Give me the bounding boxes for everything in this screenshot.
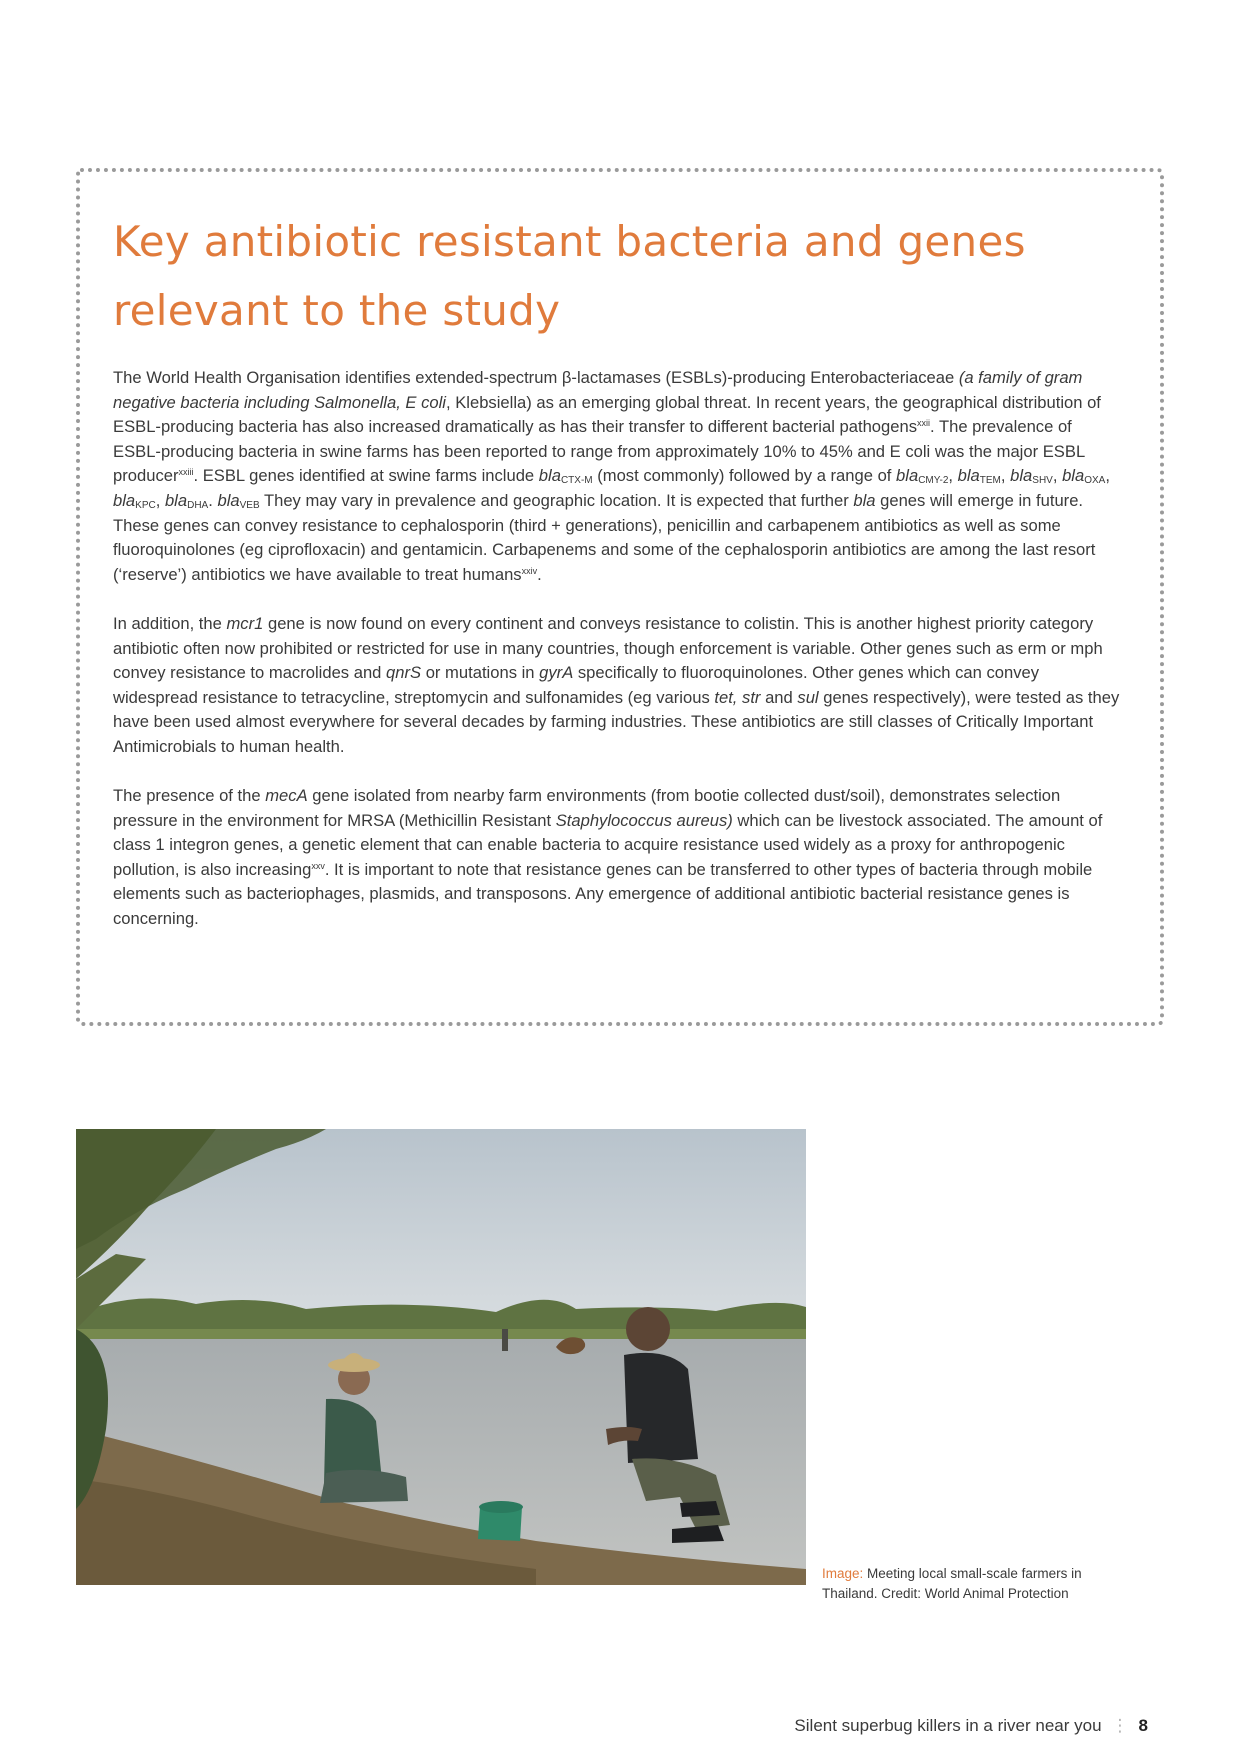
paragraph-2: In addition, the mcr1 gene is now found on every continent and conveys resistance to colistin. This is another highest priority category antibiotic often now prohibited or restricted for use in many countries, though enforcement is variable. Other genes such as erm or mph convey resistance to macrolides and qnrS or mutations in gyrA specifically to fluoroquinolones. Other genes which can convey widespread resistance to tetracycline, streptomycin and sulfonamides (eg various tet, str and sul genes respectively), were tested as they have been used almost everywhere for several decades by farming industries. These antibiotics are still classes of Critically Important Antimicrobials to human health.	[113, 613, 1120, 756]
title-line-1: Key antibiotic resistant bacteria and genes	[113, 217, 1026, 266]
page-number: 8	[1138, 1716, 1148, 1735]
footer-separator: ⋮	[1111, 1716, 1129, 1735]
page-footer	[794, 1716, 1148, 1736]
section-title	[113, 207, 1093, 345]
caption-text: Meeting local small-scale farmers in Thailand. Credit: World Animal Protection	[822, 1566, 1082, 1601]
farmers-photo-illustration	[76, 1129, 806, 1585]
title-line-2: relevant to the study	[113, 286, 561, 335]
paragraph-1: The World Health Organisation identifies extended-spectrum β-lactamases (ESBLs)-producing Enterobacteriaceae (a family of gram negative bacteria including Salmonella, E coli, Klebsiella) as an emerging global threat. In recent years, the geographical distribution of ESBL-producing bacteria has also increased dramatically as has their transfer to different bacterial pathogens$^{xxii}$. The prevalence of ESBL-producing bacteria in swine farms has been reported to range from approximately 10% to 45% and E coli was the major ESBL producer$^{xxiii}$. ESBL genes identified at swine farms include bla$_{CTX-M}$ (most commonly) followed by a range of bla$_{CMY-2}$, bla$_{TEM}$, bla$_{SHV}$, bla$_{OXA}$, bla$_{KPC}$, bla$_{DHA}$. bla$_{VEB}$ They may vary in prevalence and geographic location. It is expected that further bla genes will emerge in future. These genes can convey resistance to cephalosporin (third + generations), penicillin and carbapenem antibiotics as well as some fluoroquinolones (eg ciprofloxacin) and gentamicin. Carbapenems and some of the cephalosporin antibiotics are among the last resort (‘reserve’) antibiotics we have available to treat humans$^{xxiv}$.	[113, 368, 1110, 584]
caption-label: Image:	[822, 1566, 864, 1581]
photo-caption	[822, 1564, 1122, 1604]
body-text	[113, 366, 1123, 956]
paragraph-3: The presence of the mecA gene isolated from nearby farm environments (from bootie collected dust/soil), demonstrates selection pressure in the environment for MRSA (Methicillin Resistant Staphylococcus aureus) which can be livestock associated. The amount of class 1 integron genes, a genetic element that can enable bacteria to acquire resistance used widely as a proxy for anthropogenic pollution, is also increasing$^{xxv}$. It is important to note that resistance genes can be transferred to other types of bacteria through mobile elements such as bacteriophages, plasmids, and transposons. Any emergence of additional antibiotic bacterial resistance genes is concerning.	[113, 786, 1103, 929]
farmers-photo	[76, 1129, 806, 1585]
footer-title: Silent superbug killers in a river near you	[794, 1716, 1102, 1735]
